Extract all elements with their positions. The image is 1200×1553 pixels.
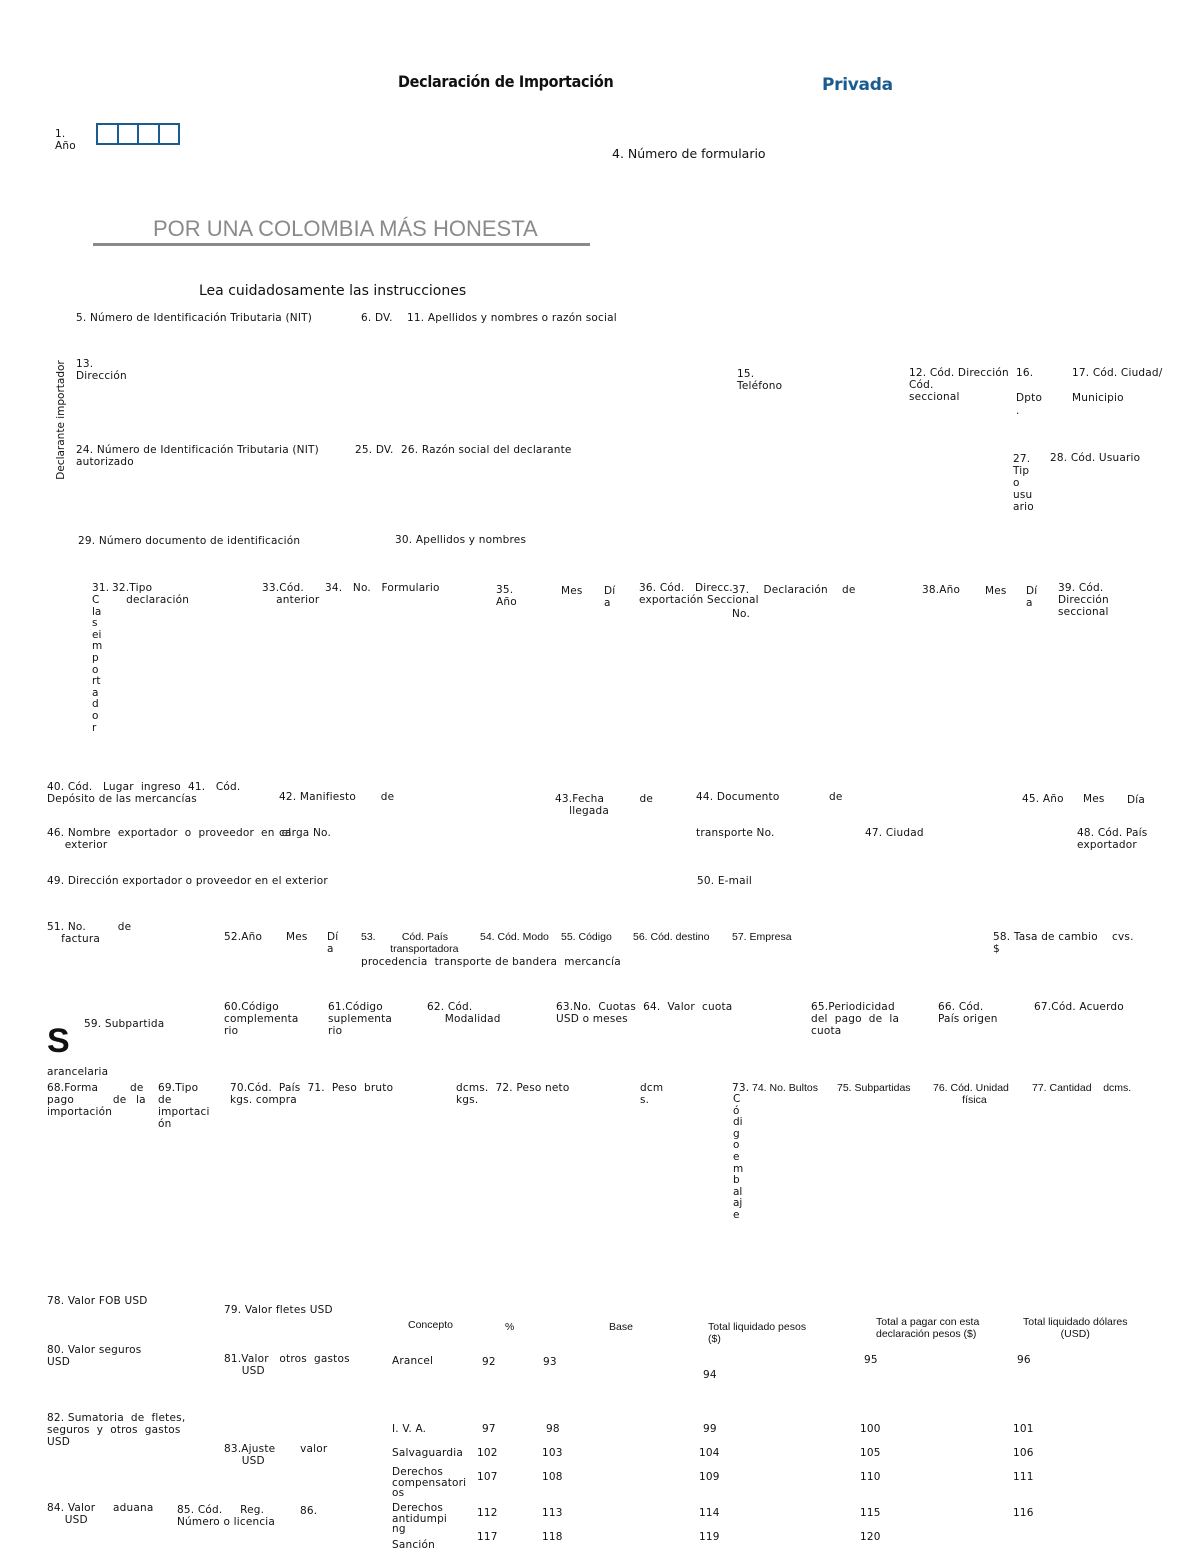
field-45-dia: Día: [1127, 794, 1146, 806]
field-86: 86.: [300, 1505, 318, 1517]
liq-pct: 97: [482, 1423, 496, 1435]
liq-pagar: 95: [864, 1354, 878, 1366]
field-79-fletes: 79. Valor fletes USD: [224, 1304, 333, 1316]
field-45-mes: Mes: [1083, 793, 1105, 805]
slogan-underline: [93, 243, 590, 246]
field-27-tipo-usuario: 27. Tip o usu ario: [1013, 453, 1034, 513]
field-70-71-pais-peso-bruto: 70.Cód. País 71. Peso bruto kgs. compra: [230, 1082, 394, 1106]
liq-header-base: Base: [609, 1321, 633, 1333]
liq-base: 103: [542, 1447, 563, 1459]
liq-usd: 106: [1013, 1447, 1034, 1459]
liq-total: 119: [699, 1531, 720, 1543]
field-67-acuerdo: 67.Cód. Acuerdo: [1034, 1001, 1124, 1013]
liq-pct: 107: [477, 1471, 498, 1483]
liq-header-total-pagar: Total a pagar con esta declaración pesos ($): [876, 1316, 980, 1340]
field-76-unidad-fisica: 76. Cód. Unidad física: [933, 1082, 1009, 1106]
field-47-ciudad: 47. Ciudad: [865, 827, 924, 839]
liq-pagar: 110: [860, 1471, 881, 1483]
field-5-nit: 5. Número de Identificación Tributaria (NIT): [76, 312, 313, 324]
large-s-mark: S: [47, 1022, 70, 1060]
field-44-documento-transporte: 44. Documento de transporte No.: [696, 791, 843, 839]
field-25-dv: 25. DV.: [355, 444, 394, 456]
field-48-pais-exportador: 48. Cód. País exportador: [1077, 827, 1148, 851]
field-16-dpto: 16. Dpto .: [1016, 367, 1043, 417]
section-declarante-importador: Declarante importador: [55, 360, 67, 480]
field-32-tipo-declaracion: 32.Tipo declaración: [112, 582, 190, 606]
field-61-suplementario: 61.Código suplementa rio: [328, 1001, 393, 1037]
field-51-factura: 51. No. de factura: [47, 921, 132, 945]
field-59-arancelaria: arancelaria: [47, 1066, 109, 1078]
field-57-empresa: 57. Empresa: [732, 931, 792, 943]
field-68-la: la: [136, 1094, 146, 1106]
field-74-bultos: 74. No. Bultos: [752, 1082, 818, 1094]
liq-pagar: 100: [860, 1423, 881, 1435]
field-4-form-number: 4. Número de formulario: [612, 146, 766, 161]
liq-concepto: I. V. A.: [392, 1423, 427, 1435]
liq-usd: 116: [1013, 1507, 1034, 1519]
field-60-complementario: 60.Código complementa rio: [224, 1001, 299, 1037]
field-36-cod-exportacion: 36. Cód. Direcc. exportación Seccional: [639, 582, 759, 606]
field-31-number: 31.: [92, 582, 110, 594]
field-68-forma-pago: 68.Forma de pago de importación: [47, 1082, 144, 1118]
field-73-number: 73.: [732, 1082, 750, 1094]
field-35-year: 35. Año: [496, 584, 517, 608]
field-17-ciudad: 17. Cód. Ciudad/ Municipio: [1072, 367, 1163, 404]
field-11-name: 11. Apellidos y nombres o razón social: [407, 312, 617, 324]
field-28-cod-usuario: 28. Cód. Usuario: [1050, 452, 1141, 464]
liq-header-concepto: Concepto: [408, 1319, 453, 1331]
field-66-pais-origen: 66. Cód. País origen: [938, 1001, 998, 1025]
field-34-formulario: 34. No. Formulario: [325, 582, 440, 594]
liq-concepto: Arancel: [392, 1355, 434, 1367]
field-42-manifiesto: 42. Manifiesto de carga No.: [279, 791, 395, 839]
field-69-tipo-importacion: 69.Tipo de importaci ón: [158, 1082, 210, 1130]
field-75-subpartidas: 75. Subpartidas: [837, 1082, 911, 1094]
liq-base: 93: [543, 1356, 557, 1368]
liq-header-pct: %: [505, 1321, 515, 1333]
liq-usd: 96: [1017, 1354, 1031, 1366]
slogan: POR UNA COLOMBIA MÁS HONESTA: [153, 216, 538, 241]
liq-header-total-pesos: Total liquidado pesos ($): [708, 1321, 807, 1345]
liq-total: 109: [699, 1471, 720, 1483]
liq-pagar: 105: [860, 1447, 881, 1459]
liq-concepto: Derechos antidumpi ng: [392, 1502, 448, 1535]
field-24-nit-autorizado: 24. Número de Identificación Tributaria (NIT) autorizado: [76, 444, 319, 468]
field-15-phone: 15. Teléfono: [737, 368, 783, 392]
field-77-cantidad: 77. Cantidad dcms.: [1032, 1082, 1132, 1094]
field-85-licencia: 85. Cód. Reg. Número o licencia: [177, 1504, 276, 1528]
instructions-note: Lea cuidadosamente las instrucciones: [199, 283, 467, 299]
liq-concepto: Sanción: [392, 1539, 435, 1551]
liq-pagar: 120: [860, 1531, 881, 1543]
field-50-email: 50. E-mail: [697, 875, 752, 887]
field-39-direccion-seccional: 39. Cód. Dirección seccional: [1058, 582, 1109, 618]
field-52-mes: Mes: [286, 931, 308, 943]
liq-pct: 112: [477, 1507, 498, 1519]
liq-total: 99: [703, 1423, 717, 1435]
field-43-fecha-llegada: 43.Fecha de llegada: [555, 793, 653, 817]
liq-pct: 92: [482, 1356, 496, 1368]
field-29-documento: 29. Número documento de identificación: [78, 535, 301, 547]
liq-base: 98: [546, 1423, 560, 1435]
field-59-subpartida: 59. Subpartida: [84, 1018, 165, 1030]
field-13-address: 13. Dirección: [76, 358, 127, 382]
field-72-dcms: dcm s.: [640, 1082, 664, 1106]
liq-total: 114: [699, 1507, 720, 1519]
liq-base: 108: [542, 1471, 563, 1483]
field-38-dia: Dí a: [1026, 585, 1038, 609]
field-83-ajuste: 83.Ajuste valor USD: [224, 1443, 328, 1467]
liq-usd: 111: [1013, 1471, 1034, 1483]
field-58-tasa-cambio: 58. Tasa de cambio cvs. $: [993, 931, 1134, 955]
field-54-modo-transporte: 54. Cód. Modo: [480, 931, 549, 943]
field-62-modalidad: 62. Cód. Modalidad: [427, 1001, 501, 1025]
field-1-year-label: 1. Año: [55, 128, 76, 152]
field-30-apellidos: 30. Apellidos y nombres: [395, 534, 527, 546]
field-52-year: 52.Año: [224, 931, 263, 943]
field-12-seccional: 12. Cód. Dirección Cód. seccional: [909, 367, 1009, 403]
field-31-clase-importador: Claseimportador: [92, 594, 103, 734]
liq-total: 104: [699, 1447, 720, 1459]
liq-base: 113: [542, 1507, 563, 1519]
field-65-periodicidad: 65.Periodicidad del pago de la cuota: [811, 1001, 900, 1037]
field-56-destino: 56. Cód. destino: [633, 931, 710, 943]
field-73-codigo-embalaje: Códigoembalaje: [733, 1093, 744, 1221]
field-46-exportador: 46. Nombre exportador o proveedor en el exterior: [47, 827, 292, 851]
liq-usd: 101: [1013, 1423, 1034, 1435]
field-40-41-deposito: 40. Cód. Lugar ingreso 41. Cód. Depósito de las mercancías: [47, 781, 241, 805]
field-53-procedencia-row: procedencia transporte de bandera mercancía: [361, 956, 621, 968]
field-45-year: 45. Año: [1022, 793, 1064, 805]
field-82-sumatoria: 82. Sumatoria de fletes, seguros y otros gastos USD: [47, 1412, 186, 1448]
field-80-seguros: 80. Valor seguros USD: [47, 1344, 142, 1368]
field-35-mes: Mes: [561, 585, 583, 597]
field-53-pais-procedencia: 53. Cód. País transportadora: [361, 931, 459, 955]
field-26-razon-social: 26. Razón social del declarante: [401, 444, 572, 456]
field-84-valor-aduana: 84. Valor aduana USD: [47, 1502, 154, 1526]
liq-pct: 102: [477, 1447, 498, 1459]
privada-label: Privada: [822, 75, 893, 95]
liq-base: 118: [542, 1531, 563, 1543]
field-38-year: 38.Año: [922, 584, 961, 596]
field-63-64-cuotas: 63.No. Cuotas 64. Valor cuota USD o meses: [556, 1001, 733, 1025]
field-6-dv: 6. DV.: [361, 312, 393, 324]
liq-header-total-dolares: Total liquidado dólares (USD): [1023, 1316, 1128, 1340]
field-38-mes: Mes: [985, 585, 1007, 597]
liq-total: 94: [703, 1369, 717, 1381]
field-78-fob: 78. Valor FOB USD: [47, 1295, 148, 1307]
liq-pct: 117: [477, 1531, 498, 1543]
liq-concepto: Derechos compensatori os: [392, 1466, 467, 1499]
field-81-otros-gastos: 81.Valor otros gastos USD: [224, 1353, 350, 1377]
field-37-declaracion: 37. Declaración de No.: [732, 584, 856, 620]
year-input-boxes[interactable]: [96, 123, 180, 145]
field-55-codigo-bandera: 55. Código: [561, 931, 612, 943]
form-title: Declaración de Importación: [398, 72, 614, 91]
field-49-direccion-exportador: 49. Dirección exportador o proveedor en el exterior: [47, 875, 328, 887]
field-33-cod-anterior: 33.Cód. anterior: [262, 582, 320, 606]
liq-concepto: Salvaguardia: [392, 1447, 463, 1459]
field-52-dia: Dí a: [327, 931, 339, 955]
field-72-peso-neto: dcms. 72. Peso neto kgs.: [456, 1082, 570, 1106]
liq-pagar: 115: [860, 1507, 881, 1519]
field-35-dia: Dí a: [604, 585, 616, 609]
